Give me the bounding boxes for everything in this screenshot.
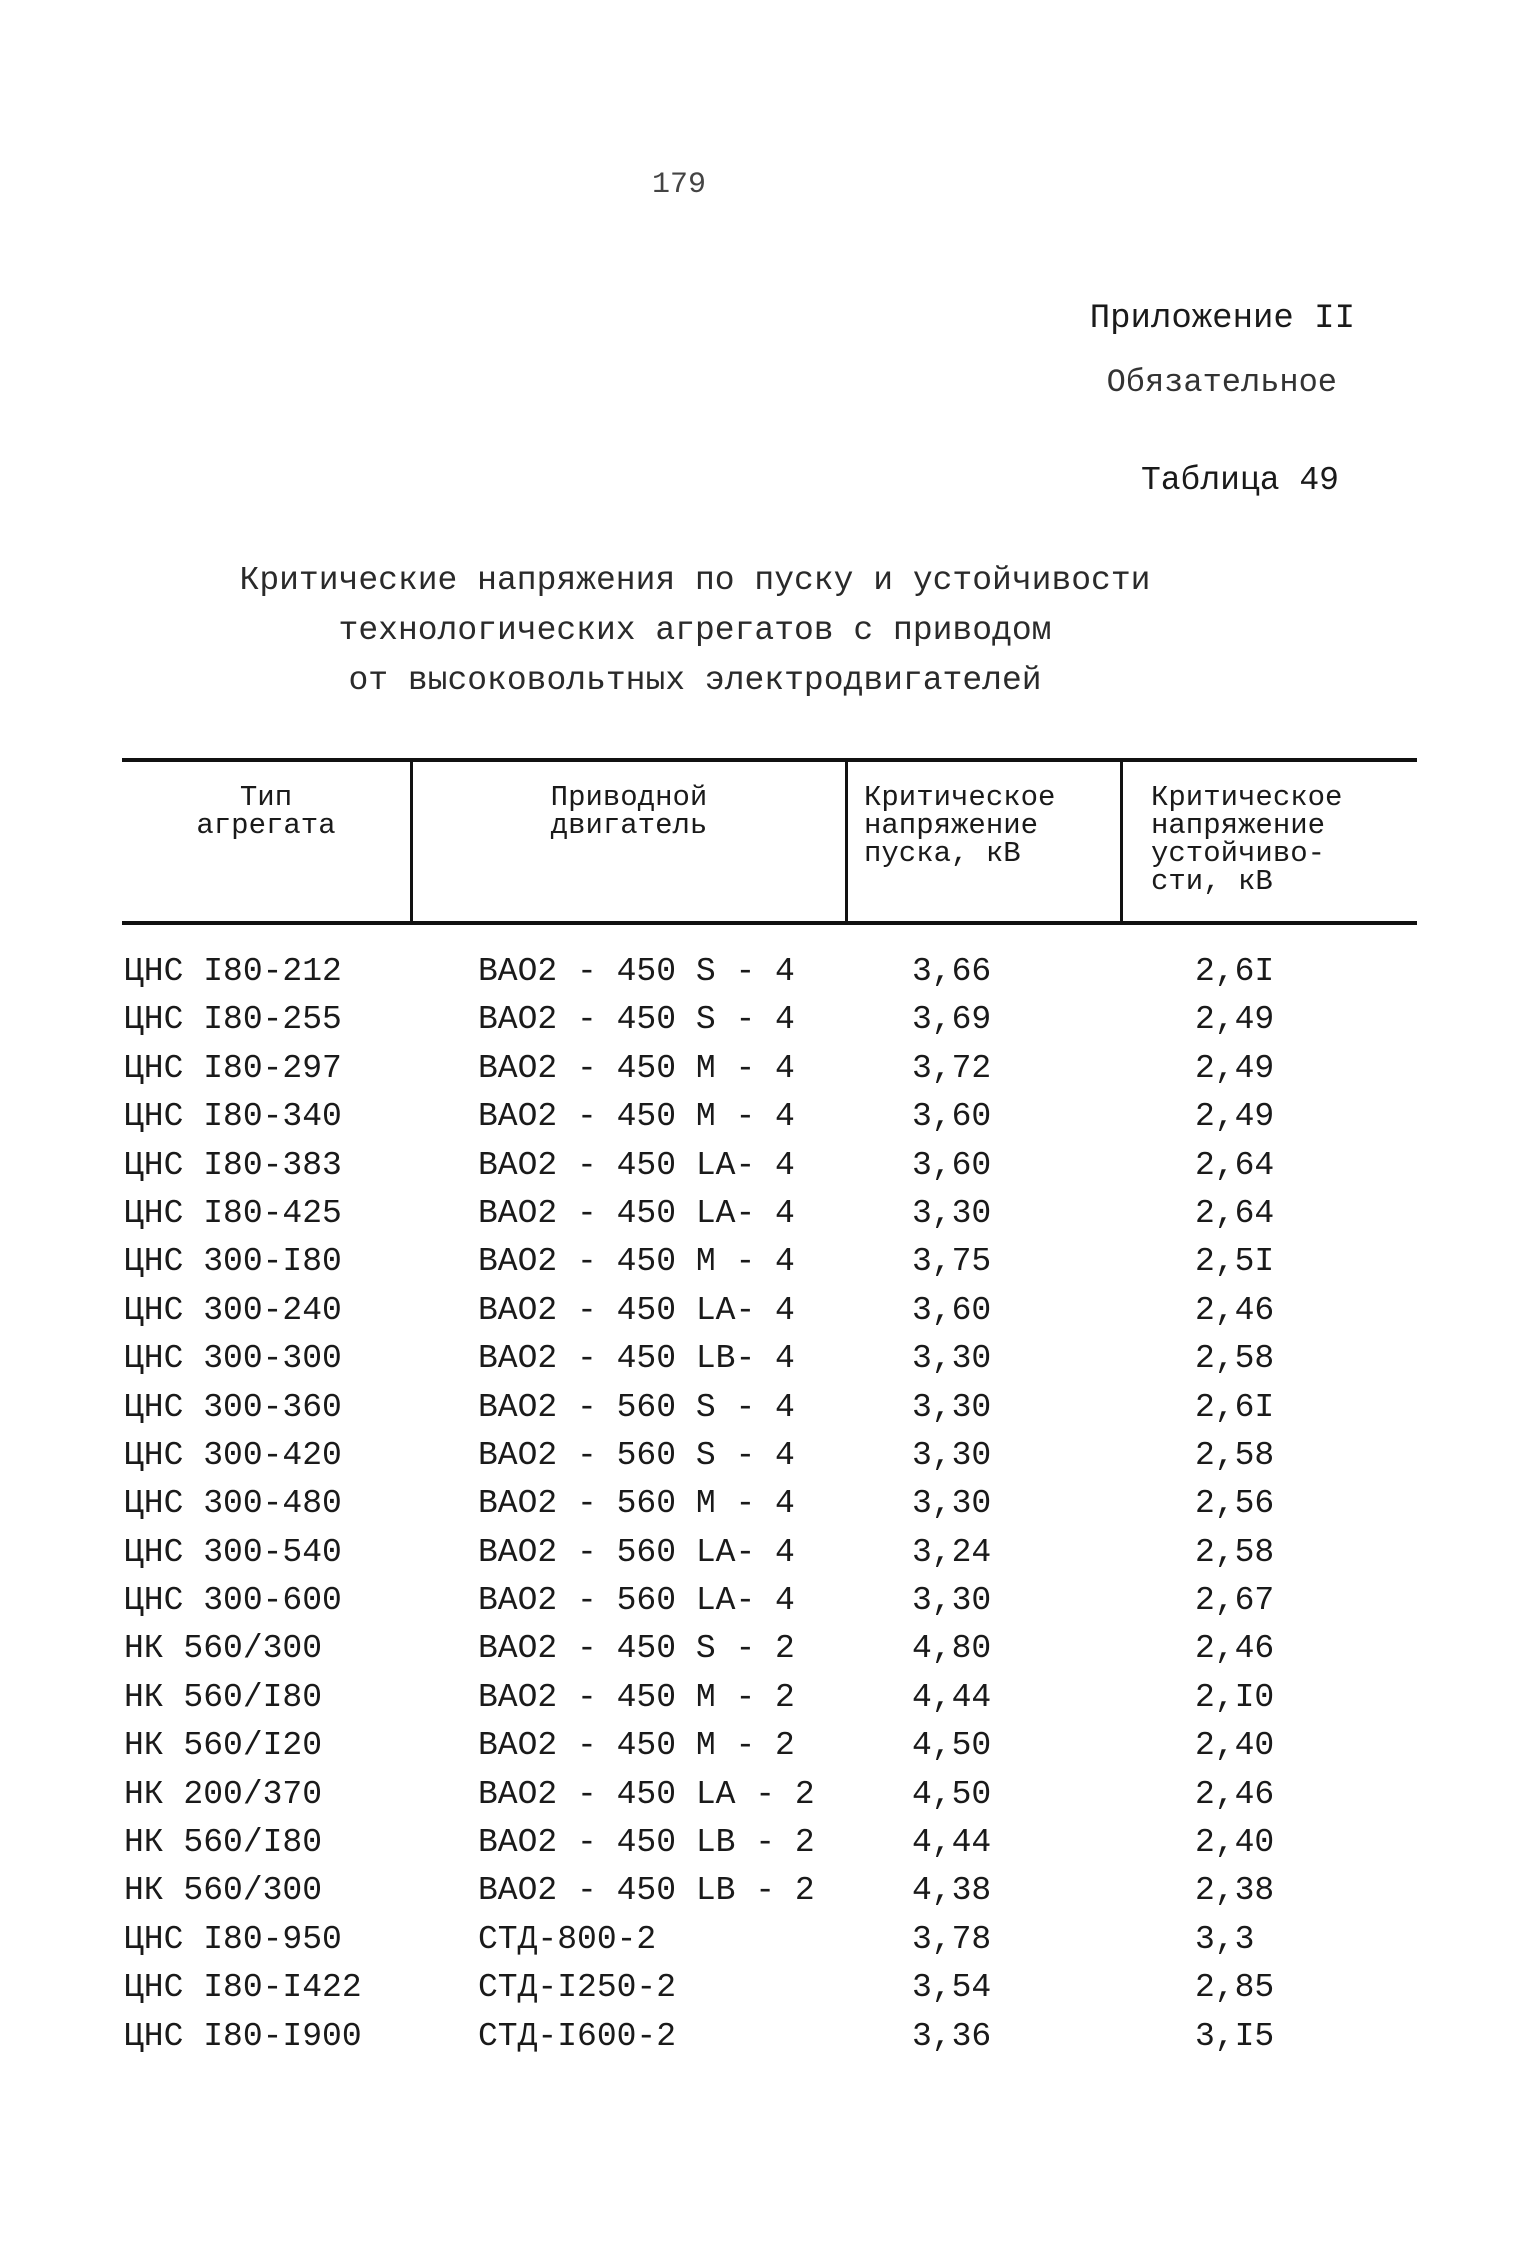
cell-stability-voltage: 2,64 (1195, 1194, 1275, 1232)
table-header-rule (122, 921, 1417, 925)
cell-start-voltage: 3,24 (912, 1533, 992, 1571)
cell-stability-voltage: 2,85 (1195, 1969, 1275, 2007)
cell-drive-motor: ВАО2 - 450 LA- 4 (478, 1194, 795, 1232)
column-divider (1120, 762, 1123, 922)
cell-stability-voltage: 2,64 (1195, 1146, 1275, 1184)
cell-drive-motor: ВАО2 - 450 M - 4 (478, 1049, 795, 1087)
table-row (122, 1529, 1417, 1577)
cell-start-voltage: 3,66 (912, 953, 992, 990)
cell-drive-motor: ВАО2 - 450 LA - 2 (478, 1775, 815, 1813)
table-row (122, 1867, 1417, 1915)
cell-stability-voltage: 2,58 (1195, 1340, 1275, 1378)
header-line: двигатель (550, 809, 708, 842)
cell-drive-motor: ВАО2 - 560 S - 4 (478, 1388, 795, 1426)
cell-drive-motor: СТД-I600-2 (478, 2017, 677, 2055)
cell-start-voltage: 4,38 (912, 1872, 992, 1910)
cell-drive-motor: СТД-I250-2 (478, 1969, 677, 2007)
table-row (122, 1625, 1417, 1673)
cell-drive-motor: ВАО2 - 450 M - 4 (478, 1098, 795, 1136)
cell-unit-type: ЦНС 300-600 (124, 1582, 342, 1620)
cell-stability-voltage: 3,3 (1195, 1920, 1255, 1958)
header-line: агрегата (196, 809, 336, 842)
cell-drive-motor: ВАО2 - 450 M - 4 (478, 1243, 795, 1281)
cell-stability-voltage: 2,40 (1195, 1727, 1275, 1765)
cell-unit-type: ЦНС I80-297 (124, 1049, 342, 1087)
cell-unit-type: ЦНС 300-300 (124, 1340, 342, 1378)
cell-drive-motor: ВАО2 - 450 LB - 2 (478, 1872, 815, 1910)
header-line: Критическое (864, 781, 1056, 814)
table-body (122, 948, 1417, 2061)
cell-stability-voltage: 2,6I (1195, 1388, 1275, 1426)
cell-stability-voltage: 2,58 (1195, 1436, 1275, 1474)
cell-stability-voltage: 2,56 (1195, 1485, 1275, 1523)
cell-start-voltage: 3,69 (912, 1001, 992, 1039)
cell-drive-motor: ВАО2 - 560 LA- 4 (478, 1582, 795, 1620)
cell-unit-type: ЦНС I80-I422 (124, 1969, 362, 2007)
cell-drive-motor: ВАО2 - 560 LA- 4 (478, 1533, 795, 1571)
table-top-rule (122, 758, 1417, 762)
cell-stability-voltage: 2,46 (1195, 1775, 1275, 1813)
cell-drive-motor: ВАО2 - 450 LA- 4 (478, 1291, 795, 1329)
cell-start-voltage: 3,54 (912, 1969, 992, 2007)
cell-unit-type: ЦНС I80-212 (124, 953, 342, 990)
header-line: устойчиво- (1151, 837, 1326, 870)
table-row (122, 1190, 1417, 1238)
table-title (180, 556, 1210, 706)
cell-start-voltage: 3,30 (912, 1388, 992, 1426)
cell-drive-motor: ВАО2 - 450 S - 2 (478, 1630, 795, 1668)
column-divider (845, 762, 848, 922)
table-row (122, 1142, 1417, 1190)
header-stability-voltage (1125, 781, 1417, 898)
table-label: Таблица 49 (1140, 462, 1339, 499)
table-row (122, 948, 1417, 996)
table-row (122, 2013, 1417, 2061)
cell-stability-voltage: 3,I5 (1195, 2017, 1275, 2055)
cell-unit-type: НК 200/370 (124, 1775, 323, 1813)
header-drive-motor (413, 781, 845, 842)
header-line: сти, кВ (1151, 865, 1273, 898)
cell-drive-motor: ВАО2 - 450 LB - 2 (478, 1824, 815, 1862)
cell-start-voltage: 3,30 (912, 1582, 992, 1620)
table-row (122, 1771, 1417, 1819)
cell-stability-voltage: 2,6I (1195, 953, 1275, 990)
table-row (122, 1916, 1417, 1964)
appendix-label: Приложение II (1089, 300, 1355, 338)
cell-drive-motor: ВАО2 - 450 M - 2 (478, 1678, 795, 1716)
cell-start-voltage: 4,44 (912, 1824, 992, 1862)
cell-stability-voltage: 2,49 (1195, 1001, 1275, 1039)
cell-unit-type: ЦНС I80-950 (124, 1920, 342, 1958)
cell-start-voltage: 3,60 (912, 1098, 992, 1136)
table-row (122, 1674, 1417, 1722)
cell-start-voltage: 3,30 (912, 1340, 992, 1378)
cell-start-voltage: 4,50 (912, 1727, 992, 1765)
cell-stability-voltage: 2,46 (1195, 1291, 1275, 1329)
cell-drive-motor: ВАО2 - 560 M - 4 (478, 1485, 795, 1523)
cell-unit-type: ЦНС I80-425 (124, 1194, 342, 1232)
cell-start-voltage: 3,72 (912, 1049, 992, 1087)
cell-start-voltage: 3,30 (912, 1485, 992, 1523)
cell-unit-type: НК 560/I80 (124, 1678, 323, 1716)
cell-start-voltage: 4,50 (912, 1775, 992, 1813)
cell-start-voltage: 3,30 (912, 1194, 992, 1232)
cell-start-voltage: 3,36 (912, 2017, 992, 2055)
cell-stability-voltage: 2,46 (1195, 1630, 1275, 1668)
table-row (122, 1964, 1417, 2012)
cell-unit-type: НК 560/300 (124, 1630, 323, 1668)
cell-drive-motor: ВАО2 - 450 LB- 4 (478, 1340, 795, 1378)
table-row (122, 1287, 1417, 1335)
header-line: пуска, кВ (864, 837, 1021, 870)
table-row (122, 1093, 1417, 1141)
table-row (122, 1480, 1417, 1528)
cell-unit-type: НК 560/I20 (124, 1727, 323, 1765)
cell-start-voltage: 4,80 (912, 1630, 992, 1668)
table-row (122, 996, 1417, 1044)
cell-unit-type: ЦНС I80-383 (124, 1146, 342, 1184)
table-title-line: технологических агрегатов с приводом (338, 612, 1052, 649)
cell-unit-type: ЦНС 300-420 (124, 1436, 342, 1474)
table-row (122, 1045, 1417, 1093)
cell-stability-voltage: 2,58 (1195, 1533, 1275, 1571)
cell-start-voltage: 3,60 (912, 1146, 992, 1184)
cell-unit-type: ЦНС 300-480 (124, 1485, 342, 1523)
cell-stability-voltage: 2,5I (1195, 1243, 1275, 1281)
cell-start-voltage: 3,60 (912, 1291, 992, 1329)
cell-stability-voltage: 2,49 (1195, 1049, 1275, 1087)
cell-stability-voltage: 2,67 (1195, 1582, 1275, 1620)
cell-start-voltage: 3,75 (912, 1243, 992, 1281)
cell-drive-motor: ВАО2 - 450 S - 4 (478, 953, 795, 990)
header-start-voltage (850, 781, 1120, 870)
header-line: Критическое (1151, 781, 1343, 814)
cell-unit-type: НК 560/I80 (124, 1824, 323, 1862)
header-line: Приводной (550, 781, 708, 814)
cell-stability-voltage: 2,49 (1195, 1098, 1275, 1136)
cell-start-voltage: 4,44 (912, 1678, 992, 1716)
table-title-line: Критические напряжения по пуску и устойчивости (239, 562, 1151, 599)
table-row (122, 1722, 1417, 1770)
header-unit-type (122, 781, 410, 842)
cell-drive-motor: ВАО2 - 560 S - 4 (478, 1436, 795, 1474)
cell-drive-motor: ВАО2 - 450 S - 4 (478, 1001, 795, 1039)
cell-unit-type: ЦНС I80-I900 (124, 2017, 362, 2055)
page-number: 179 (652, 168, 707, 202)
cell-start-voltage: 3,30 (912, 1436, 992, 1474)
table-title-line: от высоковольтных электродвигателей (348, 662, 1042, 699)
cell-unit-type: НК 560/300 (124, 1872, 323, 1910)
appendix-status: Обязательное (1106, 364, 1337, 401)
cell-unit-type: ЦНС I80-340 (124, 1098, 342, 1136)
table-row (122, 1238, 1417, 1286)
header-line: напряжение (1151, 809, 1326, 842)
cell-unit-type: ЦНС 300-360 (124, 1388, 342, 1426)
cell-drive-motor: ВАО2 - 450 M - 2 (478, 1727, 795, 1765)
cell-unit-type: ЦНС 300-240 (124, 1291, 342, 1329)
table-row (122, 1432, 1417, 1480)
cell-unit-type: ЦНС 300-540 (124, 1533, 342, 1571)
table-row (122, 1577, 1417, 1625)
cell-stability-voltage: 2,40 (1195, 1824, 1275, 1862)
table-row (122, 1335, 1417, 1383)
table-row (122, 1819, 1417, 1867)
cell-drive-motor: ВАО2 - 450 LA- 4 (478, 1146, 795, 1184)
cell-unit-type: ЦНС I80-255 (124, 1001, 342, 1039)
header-line: напряжение (864, 809, 1039, 842)
cell-drive-motor: СТД-800-2 (478, 1920, 657, 1958)
cell-stability-voltage: 2,38 (1195, 1872, 1275, 1910)
cell-start-voltage: 3,78 (912, 1920, 992, 1958)
header-line: Тип (239, 781, 293, 814)
table-row (122, 1384, 1417, 1432)
cell-stability-voltage: 2,I0 (1195, 1678, 1275, 1716)
cell-unit-type: ЦНС 300-I80 (124, 1243, 342, 1281)
